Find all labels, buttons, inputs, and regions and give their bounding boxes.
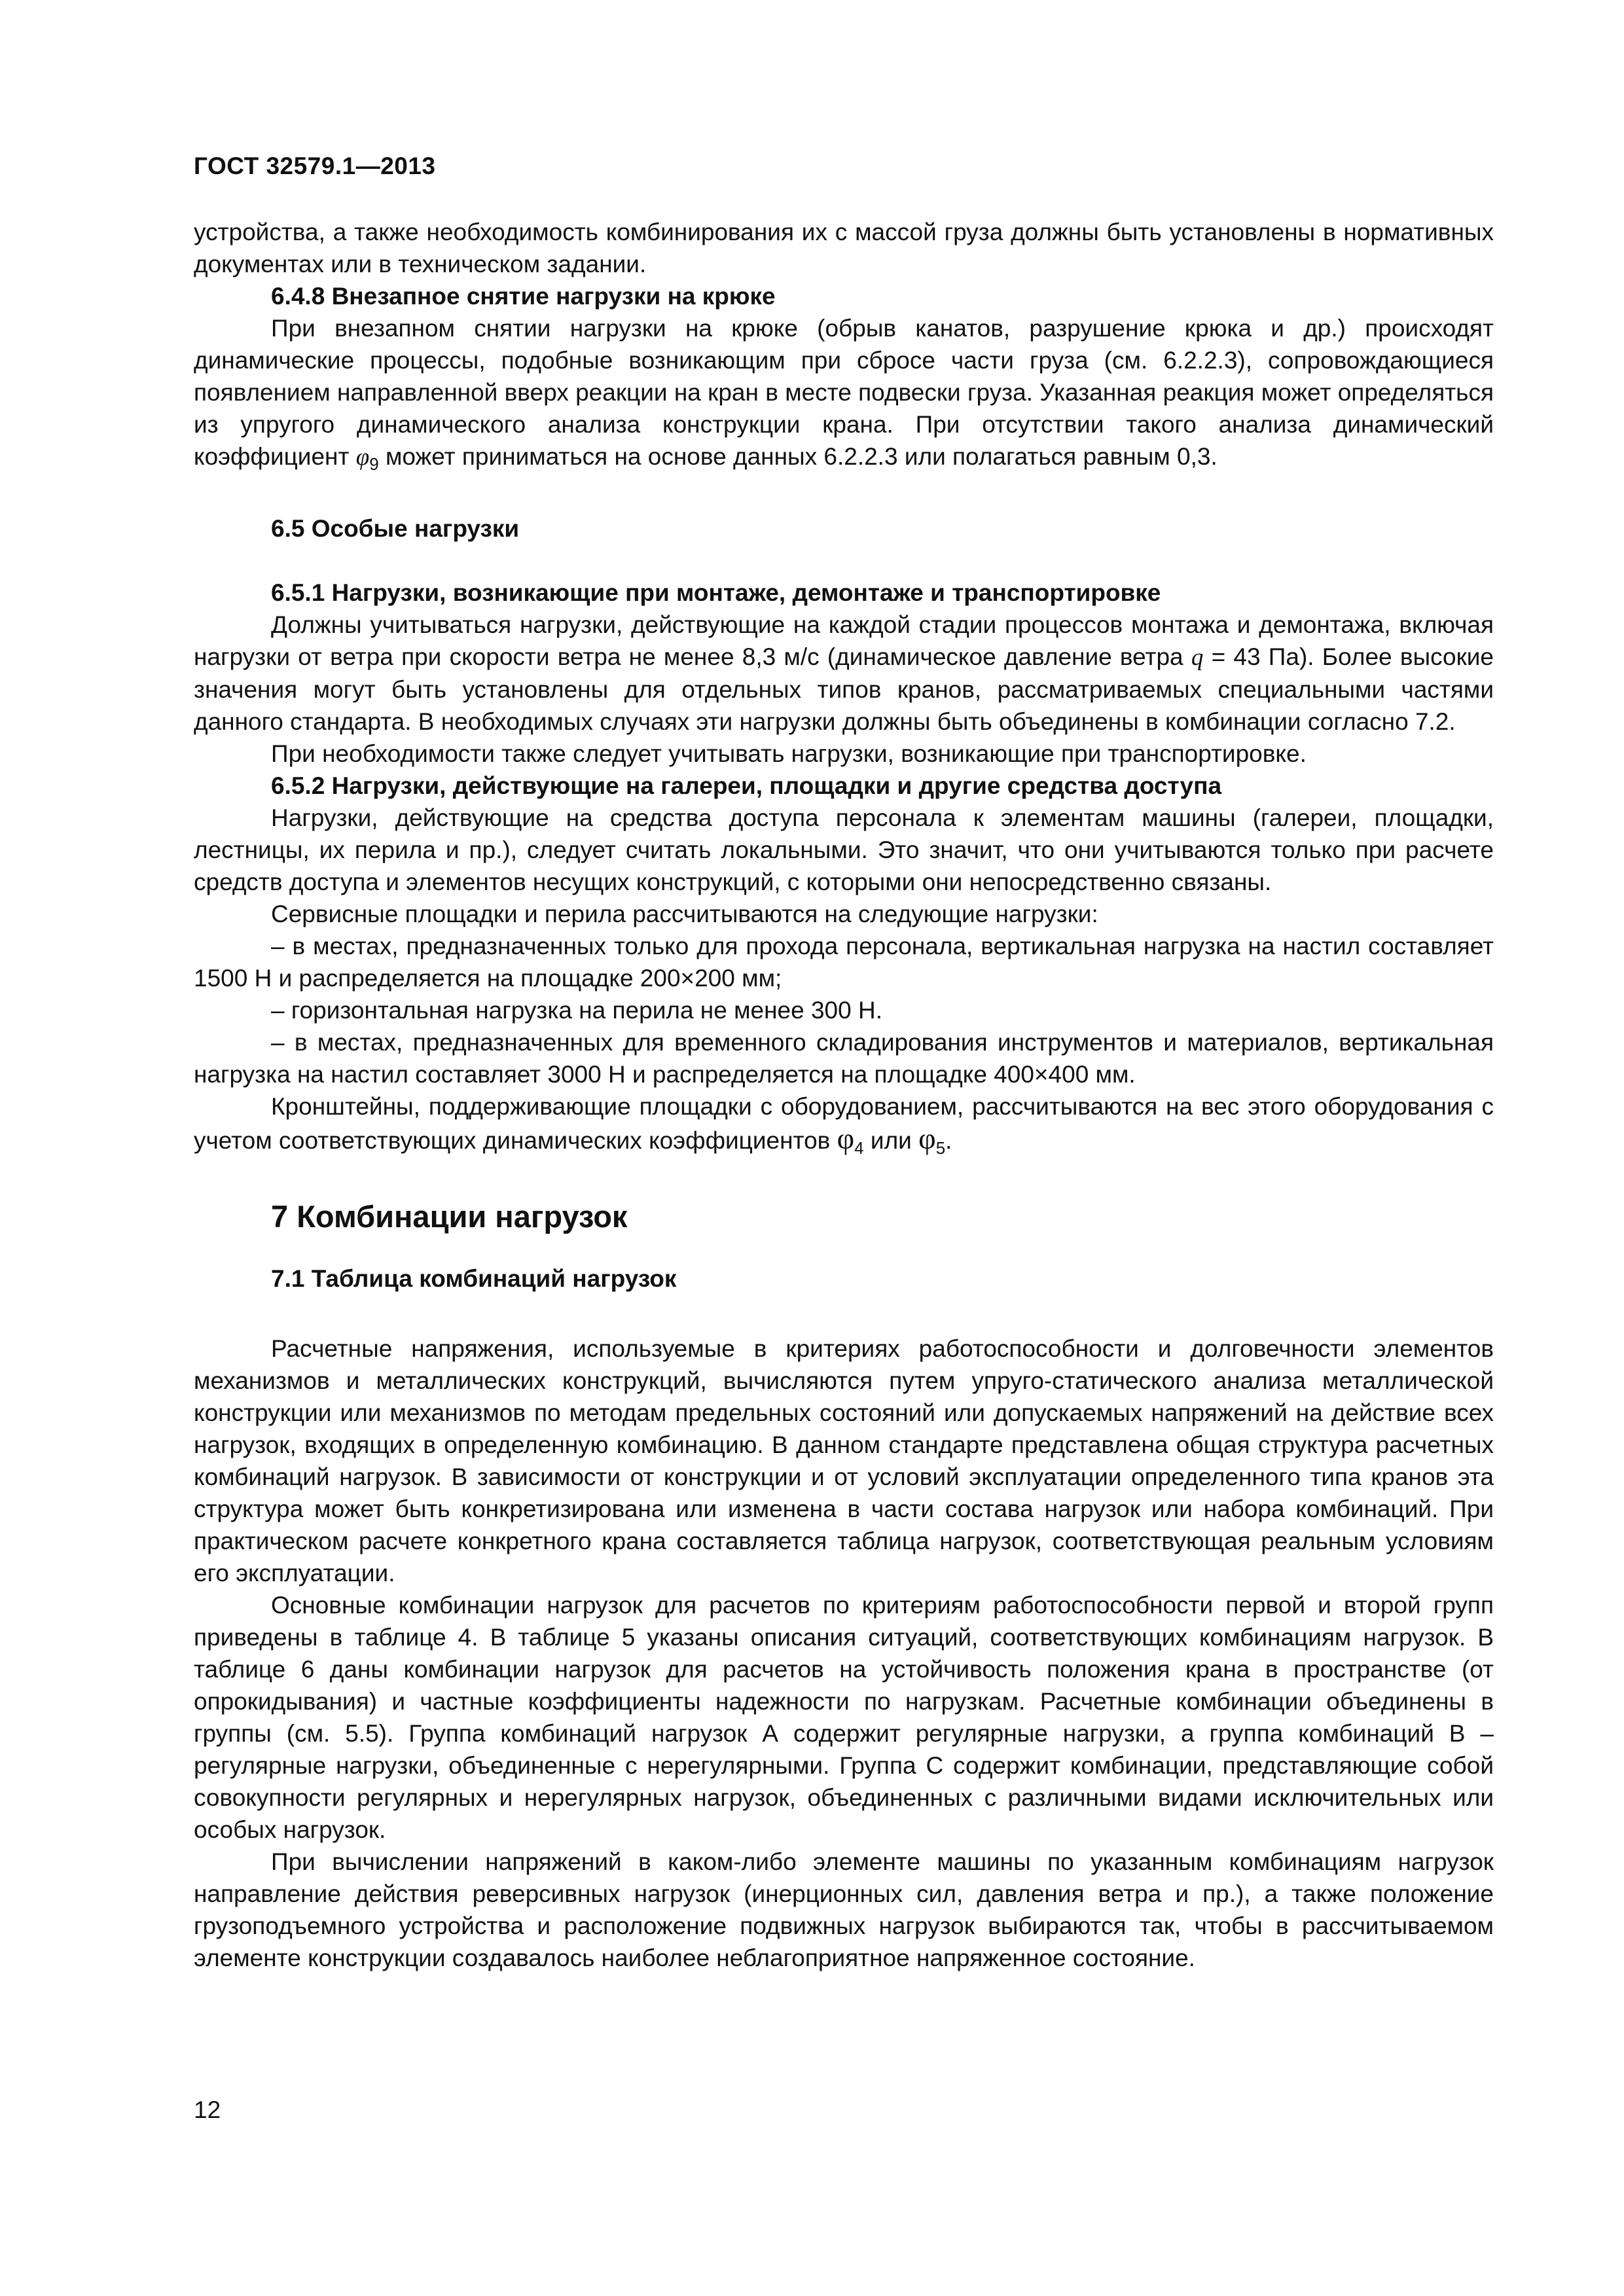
q-symbol: q (1191, 644, 1204, 671)
paragraph-6-5-1-c: При необходимости также следует учитывать нагрузки, возникающие при транспортировке. (271, 740, 1307, 767)
subsection-heading-6-5-2: 6.5.2 Нагрузки, действующие на галереи, площадки и другие средства доступа (271, 772, 1222, 799)
list-item-passage: – в местах, предназначенных только для прохода персонала, вертикальная нагрузка на настил составляет 1500 Н и распределяется на площадке 200×200 мм; (194, 933, 1494, 992)
document-header: ГОСТ 32579.1—2013 (194, 152, 436, 179)
sentence-end: . (945, 1127, 952, 1154)
section-heading-6-5: 6.5 Особые нагрузки (271, 515, 520, 542)
paragraph-6-5-2-b: Сервисные площадки и перила рассчитываются на следующие нагрузки: (271, 901, 1098, 927)
phi-subscript: 9 (369, 454, 379, 474)
list-item-railing: – горизонтальная нагрузка на перила не менее 300 Н. (271, 997, 882, 1024)
paragraph-text: может приниматься на основе данных 6.2.2.3 или полагаться равным 0,3. (385, 443, 1218, 470)
paragraph-6-4-8 (194, 312, 1494, 480)
phi-symbol: φ (918, 1122, 936, 1155)
paragraph-7-1-c: При вычислении напряжений в каком-либо элементе машины по указанным комбинациям нагрузок направление действия реверсивных нагрузок (инерционных сил, давления ветра и пр.), а также положение грузоподъемного устройства и расположение подвижных нагрузок выбираются так, чтобы в рассчитываемом элементе конструкции создавалось наиболее неблагоприятное напряженное состояние. (194, 1848, 1494, 1971)
paragraph-6-5-1-a (194, 609, 1494, 738)
page-number: 12 (194, 2096, 221, 2123)
paragraph-7-1-a: Расчетные напряжения, используемые в критериях работоспособности и долговечности элементов механизмов и металлических конструкций, вычисляются путем упруго-статического анализа металлической конструкции или механизмов по методам предельных состояний или допускаемых напряжений на действие всех нагрузок, входящих в определенную комбинацию. В данном стандарте представлена общая структура расчетных комбинаций нагрузок. В зависимости от конструкции и от условий эксплуатации определенного типа кранов эта структура может быть конкретизирована или изменена в части состава нагрузок или набора комбинаций. При практическом расчете конкретного крана составляется таблица нагрузок, соответствующая реальным условиям его эксплуатации. (194, 1335, 1494, 1587)
paragraph-text: = 43 Па). Более высокие значения могут быть установлены для отдельных типов кранов, рассматриваемых специальными частями данного стандарта. В необходимых случаях эти нагрузки должны быть объединены в комбинации согласно 7.2. (194, 643, 1494, 735)
subsection-heading-6-5-1: 6.5.1 Нагрузки, возникающие при монтаже, демонтаже и транспортировке (271, 579, 1161, 606)
phi-symbol: φ (355, 444, 370, 471)
paragraph-6-5-2-a: Нагрузки, действующие на средства доступа персонала к элементам машины (галереи, площадки, лестницы, их перила и пр.), следует считать локальными. Это значит, что они учитываются только при расчете средств доступа и элементов несущих конструкций, с которыми они непосредственно связаны. (194, 804, 1494, 895)
list-item-storage: – в местах, предназначенных для временного складирования инструментов и материалов, вертикальная нагрузка на настил составляет 3000 Н и распределяется на площадке 400×400 мм. (194, 1029, 1494, 1088)
phi-symbol: φ (837, 1122, 855, 1155)
section-heading-7: 7 Комбинации нагрузок (271, 1199, 628, 1234)
document-body (194, 216, 1494, 1974)
paragraph-continuation: устройства, а также необходимость комбинирования их с массой груза должны быть установлены в нормативных документах или в техническом задании. (194, 219, 1494, 278)
subsection-heading-6-4-8: 6.4.8 Внезапное снятие нагрузки на крюке (271, 283, 776, 310)
paragraph-text: Должны учитываться нагрузки, действующие на каждой стадии процессов монтажа и демонтажа, включая нагрузки от ветра при скорости ветра не менее 8,3 м/с (динамическое давление ветра (194, 611, 1494, 670)
paragraph-text: Кронштейны, поддерживающие площадки с оборудованием, рассчитываются на вес этого оборудования с учетом соответствующих динамических коэффициентов (194, 1093, 1494, 1154)
paragraph-text: При внезапном снятии нагрузки на крюке (обрыв канатов, разрушение крюка и др.) происходят динамические процессы, подобные возникающим при сбросе части груза (см. 6.2.2.3), сопровождающиеся появлением направленной вверх реакции на кран в месте подвески груза. Указанная реакция может определяться из упругого динамического анализа конструкции крана. При отсутствии такого анализа динамический коэффициент (194, 315, 1494, 470)
paragraph-7-1-b: Основные комбинации нагрузок для расчетов по критериям работоспособности первой и второй групп приведены в таблице 4. В таблице 5 указаны описания ситуаций, соответствующих комбинациям нагрузок. В таблице 6 даны комбинации нагрузок для расчетов на устойчивость положения крана в пространстве (от опрокидывания) и частные коэффициенты надежности по нагрузкам. Расчетные комбинации объединены в группы (см. 5.5). Группа комбинаций нагрузок А содержит регулярные нагрузки, а группа комбинаций В – регулярные нагрузки, объединенные с нерегулярными. Группа С содержит комбинации, представляющие собой совокупности регулярных и нерегулярных нагрузок, объединенных с различными видами исключительных или особых нагрузок. (194, 1592, 1494, 1843)
subsection-heading-7-1: 7.1 Таблица комбинаций нагрузок (271, 1265, 677, 1292)
paragraph-6-5-2-f (194, 1090, 1494, 1164)
phi-subscript: 4 (854, 1138, 864, 1158)
document-page (194, 0, 1494, 2296)
conjunction-text: или (870, 1127, 912, 1154)
phi-subscript: 5 (935, 1138, 946, 1158)
